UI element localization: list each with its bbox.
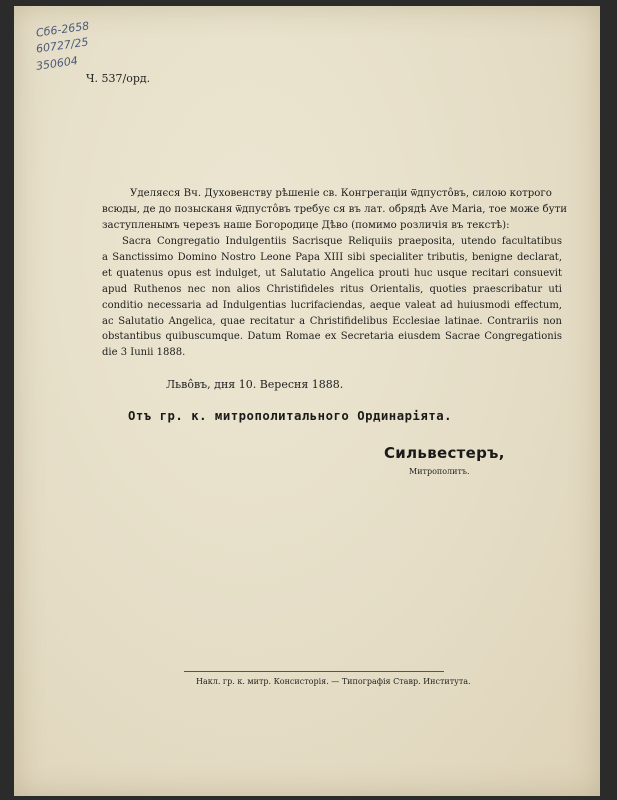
intro-line: заступленымъ черезъ наше Богородице Дѣво (помимо розличія въ текстѣ): (102, 219, 510, 231)
latin-line: obstantibus quibuscumque. Datum Romae ex Secretaria eiusdem Sacrae Congregationis (102, 331, 562, 343)
handwritten-shelfmark-2: 60727/25 (35, 35, 90, 56)
document-page (14, 6, 600, 796)
issuer-line: Отъ гр. к. митрополитального Ординаріята. (128, 409, 453, 423)
latin-line: et quatenus opus est indulget, ut Salutatio Angelica prouti huc usque recitari consuevit (102, 267, 562, 279)
intro-line: Уделяєся Вч. Духовенству рѣшеніе св. Конгрегаціи ѿдпустôвъ, силою котрого (130, 188, 552, 199)
latin-line: conditio necessaria ad Indulgentias lucrifaciendas, aeque valeat ad huiusmodi effectum, (102, 299, 562, 311)
handwritten-shelfmark-1: Сб6-2658 (35, 19, 91, 40)
date-line: Львôвъ, дня 10. Вересня 1888. (166, 378, 344, 391)
intro-line: всюды, де до позысканя ѿдпустôвъ требує ся въ лат. обрядѣ Ave Maria, тое може бути (102, 203, 568, 215)
signature-name: Сильвестеръ, (384, 444, 505, 462)
signature-title: Митрополитъ. (409, 467, 470, 476)
intro-paragraph (102, 186, 568, 233)
latin-line: die 3 Iunii 1888. (102, 347, 186, 359)
latin-decree (102, 234, 562, 361)
latin-line: ac Salutatio Angelica, quae recitatur a Christifidelibus Ecclesiae latinae. Contrariis non (102, 315, 562, 327)
handwritten-shelfmark-3: 350604 (35, 54, 79, 73)
latin-line: apud Ruthenos nec non alios Christifideles ritus Orientalis, quoties praescribatur uti (102, 283, 562, 295)
reference-number: Ч. 537/орд. (86, 72, 151, 85)
printer-imprint: Накл. гр. к. митр. Консисторія. — Типографія Ставр. Института. (196, 677, 471, 686)
footer-divider (184, 671, 444, 672)
latin-line: Sacra Congregatio Indulgentiis Sacrisque Reliquiis praeposita, utendo facultatibus (122, 236, 562, 247)
latin-line: a Sanctissimo Domino Nostro Leone Papa XIII sibi specialiter tributis, benigne declarat, (102, 251, 562, 263)
